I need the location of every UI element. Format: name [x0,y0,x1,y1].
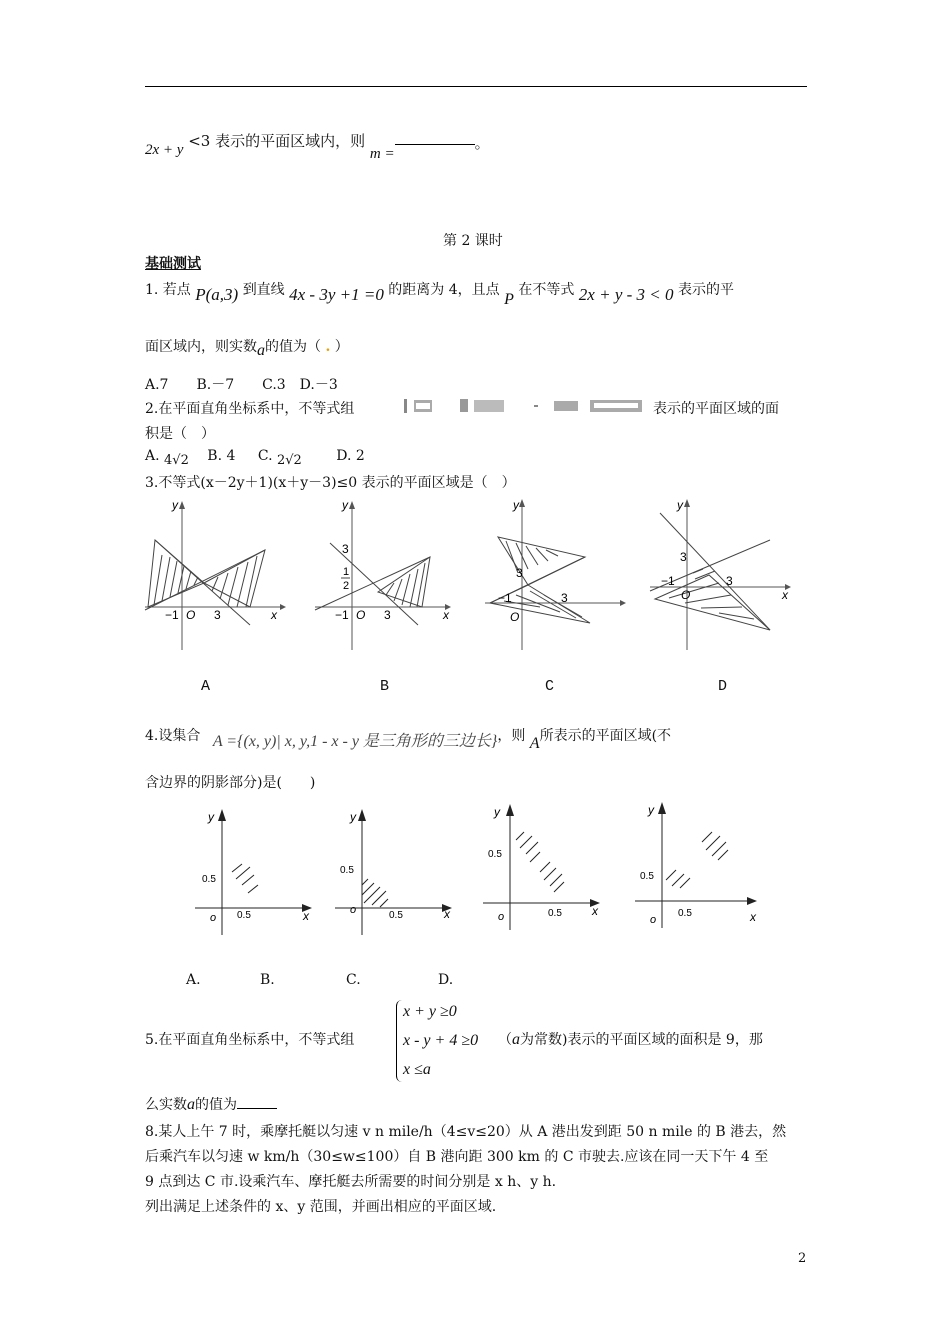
q5-a: a [512,1031,520,1048]
y-label: y [677,498,683,512]
q2-system-image [404,396,650,416]
q4-line2: 含边界的阴影部分)是( ) [145,775,316,791]
y-label: y [208,810,214,824]
q4-option-c: C. [346,972,361,988]
tick-3: 3 [726,574,733,588]
q1-point: P(a,3) [195,285,239,304]
y-label: y [342,498,348,512]
tick-half-y: 0.5 [640,871,654,882]
tick-o: O [186,608,196,622]
y-arrow-icon [349,501,355,509]
tick-neg1: −1 [498,591,512,605]
q1-dot: . [325,339,331,355]
q2-opt-c: C. [257,448,273,464]
tick-3: 3 [561,591,568,605]
q4-a: A [529,735,540,752]
y-label: y [513,498,519,512]
x-label: x [271,608,277,622]
tick-o: o [350,904,357,916]
q2-line1 [145,398,354,418]
q2-opt-b: B. 4 [207,448,236,464]
q5-sys-3: x ≤a [403,1061,431,1078]
tick-half-x: 0.5 [548,908,562,919]
tick-neg1: −1 [165,608,179,622]
q1-dist: 的距离为 4，且点 [388,282,500,298]
q1-line2-c: ） [334,339,349,355]
q4-option-a: A. [186,972,201,988]
x-label: x [592,904,598,918]
x-arrow-icon [280,604,286,610]
y-arrow-icon [358,809,366,821]
q2-tail: 表示的平面区域的面 [653,401,779,417]
m-eq: m = [369,146,395,162]
tick-3: 3 [384,608,391,622]
q5-brace [396,1000,403,1082]
q3-graph-d [645,495,795,655]
q5-mid: （ [498,1032,512,1048]
tick-3-y: 3 [516,566,523,580]
q5-a2: a [187,1096,195,1113]
header-rule [145,86,807,87]
q3-graph-c [480,495,630,655]
q1-line2-b: 的值为（ [265,339,321,355]
q1-a: a [257,342,265,359]
q4-graph-d [630,798,770,933]
q5-sys-2: x - y + 4 ≥0 [403,1032,479,1049]
y-arrow-icon [684,499,690,507]
q1-line1 [145,279,734,308]
q1-in-ineq: 在不等式 [518,282,575,298]
q4-option-b: B. [260,972,275,988]
q1-options: A.7 B.－7 C.3 D.－3 [145,377,338,393]
tick-3-y: 3 [680,550,687,564]
q2-opt-d: D. 2 [336,448,365,464]
q3-label-b: B [380,678,390,695]
q4-graph-a [190,805,320,940]
q4-option-d: D. [438,972,454,988]
x-label: x [303,909,309,923]
y-arrow-icon [179,501,185,509]
q3-label-a: A [201,678,211,695]
q2-line2: 积是（ ） [145,426,215,442]
top-end: 。 [474,134,490,152]
q5-line2-a: 么实数 [145,1097,187,1113]
q5-line2 [145,1094,277,1114]
q5-answer-blank [237,1108,277,1109]
y-label: y [350,810,356,824]
q5-tail-line [498,1029,763,1049]
x-label: x [782,588,788,602]
q4-lead: 4.设集合 [145,728,201,744]
tick-o: O [510,610,520,624]
section-title: 第 2 课时 [443,233,503,249]
q4-graph-c [478,800,608,935]
q5-lead: 5.在平面直角坐标系中，不等式组 [145,1032,355,1048]
y-label: y [494,805,500,819]
y-arrow-icon [519,499,525,507]
x-label: x [443,608,449,622]
q1-line-eq: 4x - 3y +1 =0 [289,285,384,304]
tick-o: O [681,588,691,602]
q8-line4: 列出满足上述条件的 x、y 范围，并画出相应的平面区域. [145,1199,497,1215]
q3-label-d: D [718,678,728,695]
q1-p: P [504,291,514,308]
q1-to-line: 到直线 [242,282,285,298]
q4-graph-b [330,805,460,940]
tick-3-y: 3 [342,542,349,556]
y-arrow-icon [658,802,666,814]
q1-line2 [145,336,349,359]
x-arrow-icon [620,600,626,606]
answer-blank [395,144,475,145]
tick-half-x: 0.5 [237,910,251,921]
q5-sys-1: x + y ≥0 [403,1003,457,1020]
q2-opt-c-val: 2√2 [276,453,302,468]
tick-o: o [210,912,217,924]
tick-3: 3 [214,608,221,622]
q2-options [145,448,365,468]
q4-tail: 所表示的平面区域(不 [539,728,672,744]
x-label: x [750,910,756,924]
x-arrow-icon [747,897,757,905]
q2-opt-a-val: 4√2 [164,453,189,468]
tick-half-y: 0.5 [202,874,216,885]
q8-line2: 后乘汽车以匀速 w km/h（30≤w≤100）自 B 港向距 300 km 的 C 市驶去.应该在同一天下午 4 至 [145,1149,769,1165]
subhead: 基础测试 [145,256,201,272]
tick-half-x: 0.5 [678,908,692,919]
q8-line1: 8.某人上午 7 时，乘摩托艇以匀速 v n mile/h（4≤v≤20）从 A 港出发到距 50 n mile 的 B 港去，然 [145,1124,787,1140]
tick-half-x: 0.5 [389,910,403,921]
tick-neg1: −1 [335,608,349,622]
y-label: y [172,498,178,512]
q3-graph-a [140,495,290,655]
q5-line2-b: 的值为 [195,1097,237,1113]
tick-o: o [498,911,505,923]
q1-tail: 表示的平 [677,282,734,298]
q4-set: A ={(x, y)| x, y,1 - x - y 是三角形的三边长} [212,733,498,750]
tick-o: o [650,914,657,926]
q3-graph-b [310,495,460,655]
tick-o: O [356,608,366,622]
q1-lead: 1. 若点 [145,282,191,298]
tick-half-top: 1 [343,566,350,578]
top-line [145,132,490,162]
q1-line2-a: 面区域内，则实数 [145,339,257,355]
tick-half-bot: 2 [343,580,350,592]
q2-opt-a: A. [145,448,160,464]
x-label: x [444,907,450,921]
tick-half-y: 0.5 [488,849,502,860]
top-text: <3 表示的平面区域内，则 [188,132,366,150]
page-number: 2 [798,1251,807,1266]
y-arrow-icon [506,804,514,816]
tick-half-y: 0.5 [340,865,354,876]
q4-line1 [145,722,672,752]
q5-tail: 为常数)表示的平面区域的面积是 9，那 [520,1032,763,1048]
tick-neg1: −1 [661,574,675,588]
q1-ineq: 2x + y - 3 < 0 [578,285,674,304]
q3-text: 3.不等式(x－2y＋1)(x＋y－3)≤0 表示的平面区域是（ ） [145,475,516,491]
top-expr: 2x + y [145,142,184,158]
y-label: y [648,803,654,817]
y-arrow-icon [218,809,226,821]
q4-then: ，则 [497,728,526,744]
q2-lead: 2.在平面直角坐标系中，不等式组 [145,401,355,417]
q3-label-c: C [545,678,555,695]
q8-line3: 9 点到达 C 市.设乘汽车、摩托艇去所需要的时间分别是 x h、y h. [145,1174,557,1190]
